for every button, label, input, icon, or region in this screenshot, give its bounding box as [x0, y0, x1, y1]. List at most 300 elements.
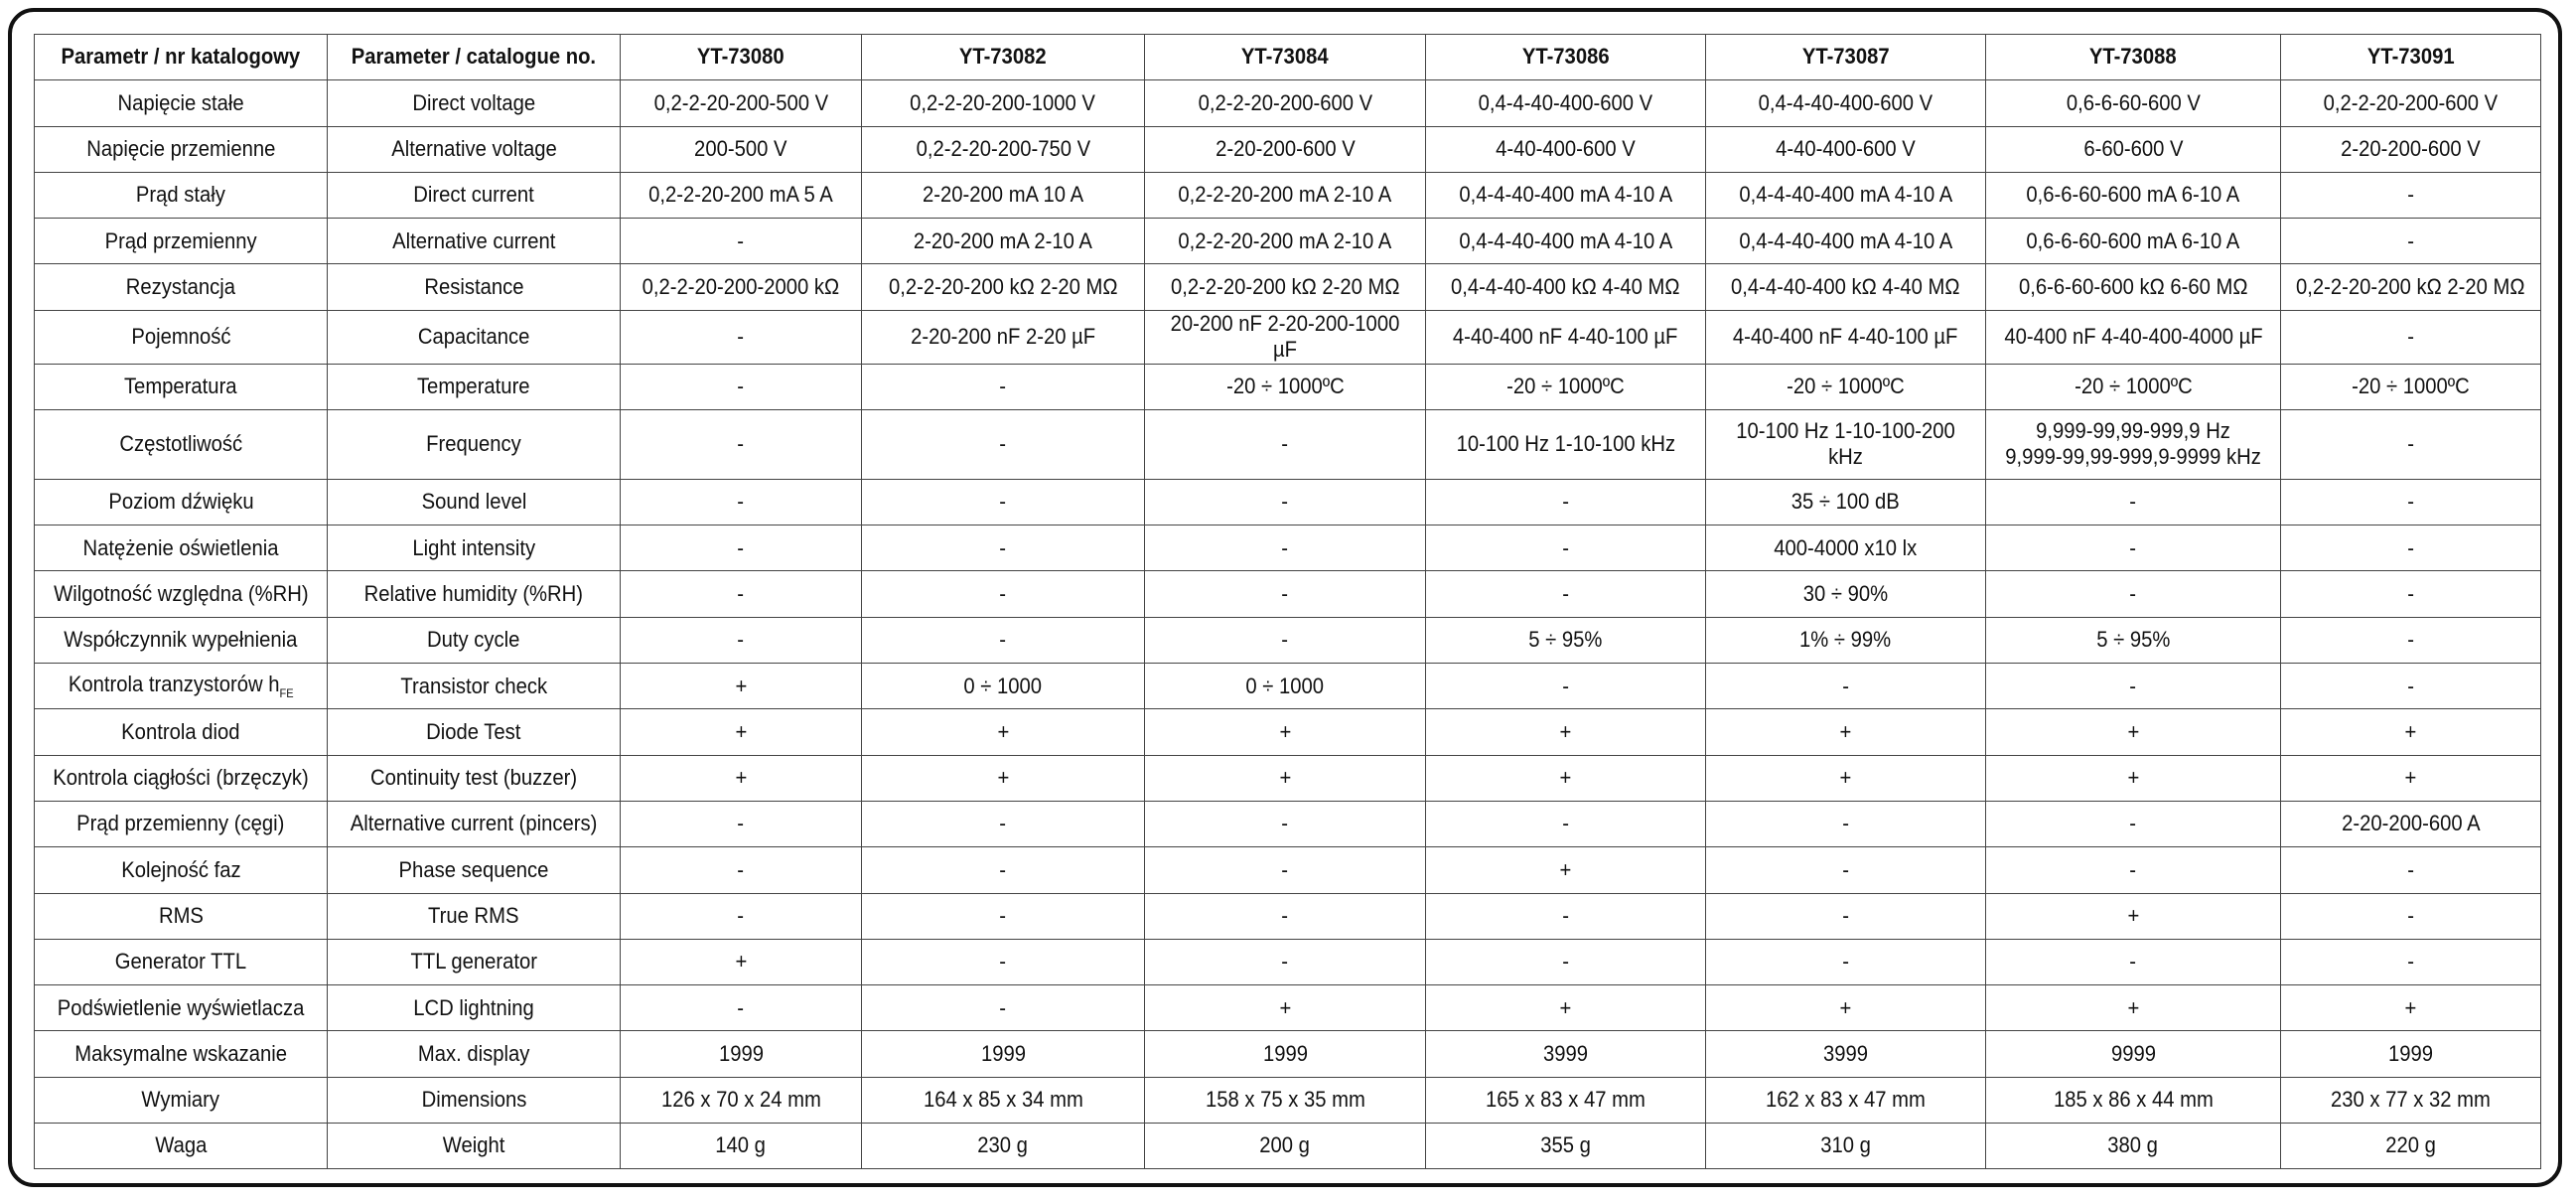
column-header-model — [1986, 35, 2281, 80]
table-cell — [1145, 479, 1426, 525]
row-label-en — [328, 525, 621, 571]
table-cell-value: 230 x 77 x 32 mm — [2331, 1087, 2491, 1113]
table-cell-value: 310 g — [1820, 1132, 1871, 1158]
row-label-pl — [35, 126, 328, 172]
row-label-en — [328, 709, 621, 755]
table-cell — [862, 801, 1145, 846]
table-cell — [621, 1124, 862, 1169]
table-cell-value: -20 ÷ 1000ºC — [1225, 374, 1345, 399]
table-cell-value: - — [1842, 673, 1849, 698]
row-label-en-text: Sound level — [421, 489, 526, 515]
table-cell-value: + — [1559, 856, 1572, 882]
table-cell-value: + — [2127, 994, 2139, 1020]
table-cell — [1426, 571, 1706, 617]
row-label-en — [328, 409, 621, 479]
table-cell-value: - — [2407, 627, 2414, 653]
column-header-param-pl — [35, 35, 328, 80]
row-label-pl-text: Natężenie oświetlenia — [82, 534, 279, 560]
table-cell-value: + — [735, 718, 747, 744]
table-cell-value: + — [1559, 994, 1572, 1020]
row-label-pl — [35, 264, 328, 310]
table-cell-value: - — [2407, 489, 2414, 515]
row-label-pl — [35, 617, 328, 663]
table-cell-value: 0,4-4-40-400 mA 4-10 A — [1739, 227, 1952, 253]
table-cell-value: - — [1281, 431, 1289, 457]
table-cell-value: - — [1281, 949, 1289, 975]
table-cell-value: - — [1562, 534, 1569, 560]
row-label-pl — [35, 310, 328, 364]
table-cell — [1145, 801, 1426, 846]
row-label-pl-subscript: FE — [279, 686, 294, 700]
table-cell-value: 4-40-400 nF 4-40-100 µF — [1453, 323, 1678, 349]
table-cell — [2281, 80, 2541, 126]
table-cell-value: + — [2404, 765, 2417, 791]
row-label-en-text: Weight — [442, 1132, 505, 1158]
table-cell — [1706, 847, 1986, 893]
table-cell — [1426, 364, 1706, 409]
row-label-pl-text: Prąd stały — [135, 182, 225, 208]
table-row — [35, 1031, 2541, 1077]
table-cell-value: - — [737, 489, 745, 515]
table-cell-value: 1999 — [2387, 1040, 2434, 1066]
table-cell — [2281, 219, 2541, 264]
table-cell-value: - — [737, 856, 745, 882]
table-cell — [2281, 1031, 2541, 1077]
table-cell — [1426, 755, 1706, 801]
table-cell — [1426, 80, 1706, 126]
table-cell-value: -20 ÷ 1000ºC — [2352, 374, 2470, 399]
row-label-pl-text: Waga — [154, 1132, 208, 1158]
row-label-pl-text: Kontrola tranzystorów h — [68, 672, 280, 696]
row-label-en-text: Transistor check — [400, 673, 547, 698]
table-cell — [1426, 985, 1706, 1031]
table-cell-value: 0,6-6-60-600 mA 6-10 A — [2026, 182, 2240, 208]
table-row — [35, 571, 2541, 617]
row-label-en-text: Temperature — [417, 374, 530, 399]
table-cell-value: + — [735, 673, 747, 698]
table-cell-value: + — [997, 765, 1009, 791]
row-label-pl — [35, 364, 328, 409]
table-cell-value: + — [1559, 765, 1572, 791]
table-cell-value: - — [2407, 580, 2414, 606]
table-cell-value: - — [737, 227, 745, 253]
row-label-en-text: Max. display — [417, 1040, 530, 1066]
row-label-en-text: Direct current — [413, 182, 534, 208]
table-row — [35, 310, 2541, 364]
table-cell-value: 4-40-400-600 V — [1496, 136, 1636, 162]
row-label-pl — [35, 709, 328, 755]
table-cell-value: - — [737, 323, 745, 349]
table-cell-value: - — [2129, 534, 2137, 560]
table-row — [35, 985, 2541, 1031]
table-cell-value: - — [2407, 949, 2414, 975]
table-cell — [1706, 80, 1986, 126]
table-row — [35, 479, 2541, 525]
row-label-en-text: Relative humidity (%RH) — [363, 580, 584, 606]
table-cell — [1706, 1031, 1986, 1077]
table-cell — [2281, 126, 2541, 172]
table-cell-value: - — [2407, 902, 2414, 928]
table-cell — [1986, 664, 2281, 709]
table-cell — [1426, 219, 1706, 264]
table-cell — [1145, 409, 1426, 479]
table-cell-value: -20 ÷ 1000ºC — [1787, 374, 1905, 399]
table-cell — [2281, 479, 2541, 525]
table-cell — [1426, 479, 1706, 525]
table-cell — [621, 409, 862, 479]
row-label-pl — [35, 172, 328, 218]
row-label-en-text: TTL generator — [410, 949, 537, 975]
table-cell — [2281, 1077, 2541, 1123]
row-label-pl — [35, 1124, 328, 1169]
table-body — [35, 80, 2541, 1169]
column-header-label: YT-73082 — [959, 44, 1047, 70]
row-label-pl-text: Poziom dźwięku — [107, 489, 254, 515]
table-cell — [621, 525, 862, 571]
table-cell-value: - — [2129, 489, 2137, 515]
table-cell — [621, 80, 862, 126]
table-cell-value: 158 x 75 x 35 mm — [1205, 1087, 1365, 1113]
table-cell — [2281, 709, 2541, 755]
row-label-pl-text: Temperatura — [124, 374, 237, 399]
table-cell-value: - — [1842, 902, 1849, 928]
table-cell — [1986, 364, 2281, 409]
table-cell — [1986, 893, 2281, 939]
table-cell-value: 9,999-99,99-999,9 Hz 9,999-99,99-999,9-9999 kHz — [2005, 417, 2261, 470]
table-cell — [1986, 80, 2281, 126]
table-cell-value: - — [1281, 902, 1289, 928]
table-cell-value: - — [1562, 489, 1569, 515]
row-label-en-text: Diode Test — [426, 718, 521, 744]
row-label-pl — [35, 801, 328, 846]
table-row — [35, 755, 2541, 801]
row-label-en — [328, 172, 621, 218]
row-label-en — [328, 801, 621, 846]
row-label-pl — [35, 479, 328, 525]
table-cell — [1986, 1077, 2281, 1123]
table-cell-value: 126 x 70 x 24 mm — [660, 1087, 821, 1113]
row-label-pl-text: Wilgotność względna (%RH) — [53, 580, 309, 606]
row-label-pl-text: Maksymalne wskazanie — [74, 1040, 287, 1066]
table-cell — [2281, 264, 2541, 310]
table-cell-value: + — [2127, 902, 2139, 928]
row-label-pl — [35, 219, 328, 264]
table-cell-value: - — [999, 374, 1007, 399]
table-cell — [1986, 479, 2281, 525]
table-cell — [1426, 893, 1706, 939]
row-label-en — [328, 939, 621, 984]
table-row — [35, 219, 2541, 264]
row-label-pl-text: Wymiary — [141, 1087, 220, 1113]
table-cell-value: 0 ÷ 1000 — [1245, 673, 1325, 698]
table-cell-value: 0,4-4-40-400-600 V — [1758, 89, 1933, 115]
table-cell-value: 40-400 nF 4-40-400-4000 µF — [2003, 323, 2263, 349]
row-label-en — [328, 364, 621, 409]
table-cell — [862, 1124, 1145, 1169]
column-header-label: YT-73088 — [2089, 44, 2177, 70]
table-cell-value: - — [1281, 811, 1289, 836]
row-label-en-text: Dimensions — [421, 1087, 526, 1113]
table-cell-value: - — [2129, 949, 2137, 975]
table-cell-value: - — [999, 627, 1007, 653]
row-label-en — [328, 219, 621, 264]
table-cell — [862, 264, 1145, 310]
table-cell — [1145, 755, 1426, 801]
table-cell-value: 2-20-200 mA 2-10 A — [913, 227, 1093, 253]
table-cell-value: -20 ÷ 1000ºC — [1506, 374, 1625, 399]
table-cell — [1426, 264, 1706, 310]
table-cell — [862, 126, 1145, 172]
row-label-pl-text: Kontrola ciągłości (brzęczyk) — [53, 765, 309, 791]
table-row — [35, 1124, 2541, 1169]
table-cell — [862, 364, 1145, 409]
table-cell — [1426, 409, 1706, 479]
table-row — [35, 939, 2541, 984]
table-cell — [2281, 364, 2541, 409]
row-label-en-text: Light intensity — [412, 534, 535, 560]
row-label-en — [328, 985, 621, 1031]
row-label-pl-text: Podświetlenie wyświetlacza — [57, 994, 305, 1020]
table-cell-value: - — [999, 580, 1007, 606]
table-cell — [1986, 939, 2281, 984]
table-cell-value: - — [2407, 323, 2414, 349]
table-cell — [1426, 1031, 1706, 1077]
column-header-label: Parameter / catalogue no. — [351, 44, 597, 70]
table-cell — [862, 310, 1145, 364]
column-header-label: YT-73080 — [697, 44, 785, 70]
table-cell-value: - — [1842, 811, 1849, 836]
table-cell — [1426, 172, 1706, 218]
table-cell — [1426, 1077, 1706, 1123]
table-cell — [1426, 939, 1706, 984]
column-header-label: YT-73086 — [1521, 44, 1610, 70]
table-cell-value: - — [1281, 489, 1289, 515]
table-cell-value: 0,2-2-20-200-750 V — [916, 136, 1090, 162]
row-label-en — [328, 755, 621, 801]
table-cell — [1706, 264, 1986, 310]
table-cell-value: 5 ÷ 95% — [1528, 627, 1603, 653]
row-label-en-text: True RMS — [428, 902, 519, 928]
row-label-en — [328, 126, 621, 172]
table-cell — [862, 172, 1145, 218]
row-label-pl — [35, 1031, 328, 1077]
table-cell-value: - — [2129, 673, 2137, 698]
row-label-en — [328, 893, 621, 939]
row-label-en-text: Alternative current (pincers) — [350, 811, 598, 836]
table-cell-value: 0 ÷ 1000 — [963, 673, 1043, 698]
table-cell-value: 0,6-6-60-600 mA 6-10 A — [2026, 227, 2240, 253]
table-cell-value: 0,2-2-20-200 mA 5 A — [648, 182, 833, 208]
table-cell — [1986, 709, 2281, 755]
table-cell — [1145, 1077, 1426, 1123]
table-cell-value: 35 ÷ 100 dB — [1790, 489, 1901, 515]
table-header-row — [35, 35, 2541, 80]
table-row — [35, 709, 2541, 755]
table-cell-value: - — [2407, 534, 2414, 560]
table-cell-value: - — [737, 431, 745, 457]
row-label-pl-text: Kontrola diod — [121, 718, 240, 744]
table-cell-value: 400-4000 x10 lx — [1774, 534, 1918, 560]
table-cell-value: 165 x 83 x 47 mm — [1486, 1087, 1646, 1113]
table-row — [35, 172, 2541, 218]
table-cell — [621, 847, 862, 893]
row-label-pl-text: Częstotliwość — [119, 431, 242, 457]
table-cell — [1145, 219, 1426, 264]
table-cell-value: - — [1281, 856, 1289, 882]
table-cell — [862, 479, 1145, 525]
table-cell-value: -20 ÷ 1000ºC — [2074, 374, 2193, 399]
column-header-label: YT-73091 — [2366, 44, 2455, 70]
table-cell-value: - — [1842, 856, 1849, 882]
row-label-en-text: LCD lightning — [413, 994, 534, 1020]
table-cell — [1986, 264, 2281, 310]
table-cell-value: 0,4-4-40-400 kΩ 4-40 MΩ — [1731, 273, 1960, 299]
row-label-pl — [35, 847, 328, 893]
table-cell — [1706, 985, 1986, 1031]
table-cell — [1986, 801, 2281, 846]
table-cell-value: - — [2407, 227, 2414, 253]
row-label-en-text: Frequency — [426, 431, 521, 457]
table-cell-value: - — [999, 489, 1007, 515]
table-cell-value: + — [2127, 718, 2139, 744]
table-cell-value: 380 g — [2107, 1132, 2159, 1158]
table-cell-value: - — [737, 534, 745, 560]
column-header-model — [1426, 35, 1706, 80]
table-cell — [1986, 755, 2281, 801]
table-cell-value: - — [2407, 182, 2414, 208]
table-cell-value: - — [1562, 811, 1569, 836]
table-cell — [1706, 126, 1986, 172]
column-header-label: YT-73084 — [1241, 44, 1329, 70]
table-cell-value: - — [1562, 902, 1569, 928]
table-cell-value: + — [1279, 765, 1291, 791]
table-cell — [1706, 893, 1986, 939]
table-cell-value: 0,2-2-20-200-500 V — [653, 89, 828, 115]
table-row — [35, 126, 2541, 172]
table-cell — [1426, 847, 1706, 893]
column-header-model — [1145, 35, 1426, 80]
row-label-en-text: Duty cycle — [427, 627, 520, 653]
table-row — [35, 364, 2541, 409]
row-label-en-text: Alternative current — [391, 227, 556, 253]
row-label-en — [328, 1031, 621, 1077]
table-cell-value: 140 g — [715, 1132, 767, 1158]
table-cell-value: 4-40-400 nF 4-40-100 µF — [1733, 323, 1958, 349]
table-cell-value: 0,2-2-20-200 mA 2-10 A — [1178, 182, 1392, 208]
table-cell-value: - — [999, 534, 1007, 560]
table-cell-value: 2-20-200-600 V — [1215, 136, 1356, 162]
row-label-en — [328, 80, 621, 126]
table-cell-value: 200 g — [1259, 1132, 1311, 1158]
row-label-pl-text: RMS — [158, 902, 204, 928]
table-cell — [1145, 664, 1426, 709]
row-label-pl — [35, 939, 328, 984]
table-cell — [2281, 939, 2541, 984]
table-cell — [1706, 939, 1986, 984]
table-cell-value: 3999 — [1822, 1040, 1869, 1066]
table-cell — [862, 893, 1145, 939]
table-row — [35, 617, 2541, 663]
table-cell — [862, 219, 1145, 264]
table-cell — [862, 525, 1145, 571]
row-label-pl — [35, 525, 328, 571]
table-cell — [1426, 801, 1706, 846]
table-cell — [1986, 847, 2281, 893]
row-label-en-text: Capacitance — [417, 323, 530, 349]
table-cell-value: + — [997, 718, 1009, 744]
table-cell — [2281, 172, 2541, 218]
table-cell — [621, 479, 862, 525]
row-label-en — [328, 310, 621, 364]
row-label-pl-text: Napięcie przemienne — [85, 136, 276, 162]
row-label-pl — [35, 755, 328, 801]
table-cell — [1145, 310, 1426, 364]
table-cell-value: 2-20-200-600 V — [2341, 136, 2481, 162]
table-cell — [1706, 364, 1986, 409]
row-label-pl-text: Generator TTL — [114, 949, 247, 975]
row-label-pl-text: Napięcie stałe — [117, 89, 244, 115]
table-cell-value: 200-500 V — [694, 136, 787, 162]
table-cell-value: 2-20-200-600 A — [2341, 811, 2481, 836]
table-cell-value: 0,2-2-20-200 kΩ 2-20 MΩ — [888, 273, 1118, 299]
table-cell — [1426, 617, 1706, 663]
table-cell — [1706, 172, 1986, 218]
table-cell-value: - — [999, 902, 1007, 928]
table-cell — [2281, 1124, 2541, 1169]
table-cell-value: + — [2404, 994, 2417, 1020]
table-cell — [2281, 847, 2541, 893]
table-cell — [1426, 1124, 1706, 1169]
table-cell — [1145, 1124, 1426, 1169]
table-cell — [621, 664, 862, 709]
table-cell — [2281, 893, 2541, 939]
table-cell — [862, 664, 1145, 709]
table-cell-value: 4-40-400-600 V — [1776, 136, 1916, 162]
table-cell-value: - — [2129, 580, 2137, 606]
table-cell — [1986, 126, 2281, 172]
table-cell — [1986, 571, 2281, 617]
table-cell-value: 0,2-2-20-200-1000 V — [910, 89, 1096, 115]
table-cell-value: 6-60-600 V — [2082, 136, 2184, 162]
table-cell-value: - — [737, 994, 745, 1020]
table-cell — [1706, 755, 1986, 801]
table-cell — [862, 571, 1145, 617]
row-label-en — [328, 264, 621, 310]
table-row — [35, 525, 2541, 571]
table-row — [35, 664, 2541, 709]
table-cell — [621, 755, 862, 801]
table-cell — [1145, 172, 1426, 218]
row-label-pl — [35, 80, 328, 126]
table-cell — [621, 893, 862, 939]
table-cell — [1145, 364, 1426, 409]
table-cell — [862, 939, 1145, 984]
table-cell — [1145, 126, 1426, 172]
table-cell — [1986, 525, 2281, 571]
table-cell — [862, 617, 1145, 663]
table-cell-value: - — [1562, 673, 1569, 698]
table-cell — [2281, 664, 2541, 709]
table-cell — [621, 985, 862, 1031]
table-cell — [1706, 571, 1986, 617]
table-cell-value: - — [2407, 856, 2414, 882]
table-cell-value: 20-200 nF 2-20-200-1000 µF — [1170, 310, 1400, 363]
table-cell — [621, 172, 862, 218]
table-cell — [862, 1077, 1145, 1123]
table-cell — [862, 709, 1145, 755]
table-cell-value: + — [1839, 994, 1852, 1020]
row-label-en — [328, 571, 621, 617]
